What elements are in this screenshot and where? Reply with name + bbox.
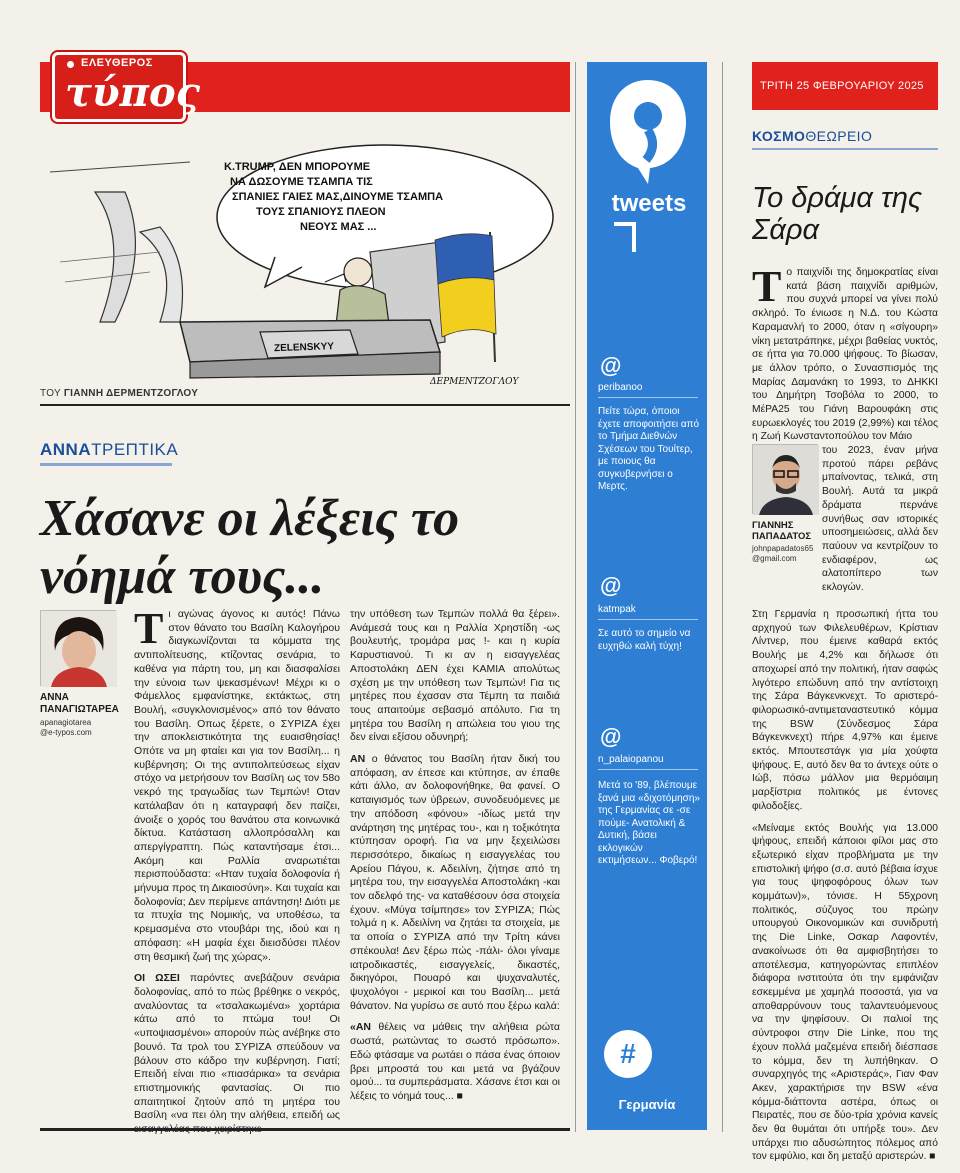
tweet-text: Σε αυτό το σημείο να ευχηθώ καλή τύχη! <box>598 628 691 652</box>
author-email <box>752 544 813 564</box>
cartoon-speech-line: ΣΠΑΝΙΕΣ ΓΑΙΕΣ ΜΑΣ,ΔΙΝΟΥΜΕ ΤΣΑΜΠΑ <box>232 191 444 203</box>
paragraph: παρόντες ανεβάζουν σενάρια δολοφονίας, από το πώς βρέθηκε ο νεκρός, αναλύοντας τα «τσαλακωμένα» χορτάρια κάτω από το πτώμα του! Οι «υποψιασμένοι» απορούν πώς ανέβηκε στο βουνό. Τα τρολ του ΣΥΡΙΖΑ σπεύδουν να βάλουν στο κάδρο την κυβέρνηση. Γιατί; Επειδή είναι πιο «πιασάρικα» τα σενάρια επιστημονικής φαντασίας. Οι πιο απαιτητικοί ζητούν από τη μητέρα του Βασίλη «να πει όλη την αλήθεια, επειδή ως <box>134 972 340 1122</box>
author-name <box>40 692 119 716</box>
cartoon-desk-label: ZELENSKYY <box>273 341 335 355</box>
author-portrait-icon <box>41 611 117 687</box>
tweet-bubble-icon <box>608 76 688 186</box>
author-last-name: ΠΑΝΑΓΙΩΤΑΡΕΑ <box>40 704 119 715</box>
author-email-user: apanagiotarea <box>40 718 92 727</box>
cartoonist-signature: ΔΕΡΜΕΝΤΖΟΓΛΟΥ <box>430 377 519 387</box>
section-part-a: ΚΟΣΜΟ <box>752 128 806 144</box>
paragraph: του 2023, έναν μήνα προτού πάρει ρεβάνς μπαίνοντας, τελικά, στη Βουλή. Αυτά τα μικρά δράματα περνάνε συνήθως σαν ιστορικές υποσημειώσεις, αλλά δεν παύουν να κεντρίζουν το ενδιαφέρον, ως αλατοπίπερο των εκλογών. <box>822 445 938 594</box>
logo-top-text: ΕΛΕΥΘΕΡΟΣ <box>81 57 153 69</box>
dropcap: Τ <box>752 262 782 311</box>
tweets-tail-icon <box>612 222 662 256</box>
author-last-name: ΠΑΠΑΔΑΤΟΣ <box>752 531 812 542</box>
divider <box>40 1128 570 1131</box>
end-mark-icon: ■ <box>456 1089 464 1102</box>
dropcap: Τ <box>134 604 164 653</box>
tweets-label: tweets <box>611 190 687 217</box>
column-rule <box>575 62 576 1132</box>
lead-in: «ΑΝ <box>350 1021 372 1034</box>
lead-in: ΟΙ ΩΣΕΙ <box>134 972 180 985</box>
cartoon-credit <box>40 388 198 399</box>
paragraph: ο θάνατος του Βασίλη ήταν δική του απόφαση, αν έπεσε και κτύπησε, αν έπαθε κάτι άλλο, αν δολοφονήθηκε, θα φανεί. Ο καταιγισμός των ύβρεων, συνοδευόμενες με την απόδοση «φόνου» -ιδίως μετά την ανάρτηση της μητέρας του-, και η τοξικότητα κτύπησαν οροφή. Για να μην ξεχειλώσει περισσότερο, δικαίως η εισαγγελέας του Αρείου Πάγου, κ. Αδειλίνη, ζήτησε από τη μητέρα του, την εισαγγελέα Αποστολάκη -και τον αδελφό της- να καταθέσουν όσα στοιχεία έχουν. «Μύγα τσίμπησε» τον ΣΥΡΙΖΑ; Πώς τολμά η κ. Αδειλίνη να ζητάει τα στοιχεία, με τα οποία ο ΣΥΡΙΖΑ από την Τρίτη κάνει σπέκουλα! Δεν ξέρω πώς -πάλι- όλοι γίναμε ιατροδικαστές, εισαγγελείς, δικαστές, δικηγόροι, Πουαρό και ψυχαναλυτές, ψυχολόγοι - μερικοί και του Βασίλη... μετά θάνατον. Να γυρίσω σε αυτό που ξέρω καλά: <box>350 753 560 1012</box>
author-photo <box>752 444 818 514</box>
author-email-domain: @gmail.com <box>752 554 797 563</box>
kicker-underline <box>40 463 172 466</box>
article-column-2 <box>350 608 560 1112</box>
article-column-right-bottom <box>752 608 938 1164</box>
kicker-part-b: ΤΡΕΠΤΙΚΑ <box>91 440 179 459</box>
tweets-topic: Γερμανία <box>618 1097 676 1112</box>
cartoon-speech-line: ΤΟΥΣ ΣΠΑΝΙΟΥΣ ΠΛΕΟΝ <box>256 206 386 218</box>
paragraph: την υπόθεση των Τεμπών πολλά θα ξέρει». Ανάμεσά τους και η Ραλλία Χρηστίδη -ως βουλευτής, τρομάρα μας !- και η κυρία Καρυστιανού. Τι κι αν η εισαγγελέας Αποστολάκη ΔΕΝ έχει ΚΑΜΙΑ απολύτως σχέση με την υπόθεση των Τεμπών! Για τις μητέρες που έχασαν στα Τέμπη τα παιδιά τους απαιτούμε σεβασμό απόλυτο. Για τη μητέρα του Βασίλη η απώλεια του γιου της δεν είναι εξίσου οδυνηρή; <box>350 608 560 744</box>
author-name <box>752 520 811 542</box>
paragraph: θέλεις να μάθεις την αλήθεια ρώτα σωστά, ρωτώντας το σωστό πρόσωπο». Εδώ φτάσαμε να ρωτάει ο πάσα ένας όποιον βρει μπροστά του και μετά να βγάζουν ομού... τα συμπεράσματα. Χάσανε έτσι και οι λέξεις το νόημά τους... <box>350 1021 560 1102</box>
cartoon-speech-line: Κ.TRUMP, ΔΕΝ ΜΠΟΡΟΥΜΕ <box>224 161 371 173</box>
column-kicker <box>40 440 178 460</box>
paragraph: ι αγώνας άγονος κι αυτός! Πάνω στον θάνατο του Βασίλη Καλογήρου διαγκωνίζονται τα κόμματα της αντιπολίτευσης, κτίζοντας σενάρια, το καθένα για πάρτη του, μη και διασφαλίσει την εύνοια των ψεκασμένων! Μέχρι κι ο Φάμελλος εμφανίστηκε, εκτάκτως, στη Βουλή, «συγκλονισμένος» από τον θάνατο του Βασίλη. Οπως ξέρετε, ο ΣΥΡΙΖΑ έχει την αποκλειστικότητα της ευαισθησίας! Οπότε να μη φταίει και για τον Βασίλη... η κυβέρνηση; Οι της αντιπολιτεύσεως είχαν στόχο να μετρήσουν τον Βασίλη ως τον 58ο νεκρό της τραγωδίας των Τεμπών! Οταν κατάλαβαν ότι η καταγραφή δεν παίζει, άνοιξε ο χορός του θανάτου στα κοινωνικά δίκτυα. Κατάσταση αλλοπρόσαλλη και απεργίγραπτη. Πώς καταντήσαμε έτσι... Ακόμη και Ραλλία αναρωτιέται περισπούδαστα: «Ηταν τυχαία δολοφονία ή μήνυμα προς τη Δικαιοσύνη». Και τυχαία και δολοφονία; Δεν περίμενε απάντηση! Διότι με τα πτυχία της Νομικής, να υποθέσω, τα κρεμασμένα στο ντουβάρι της, ιδού και η απόφαση: «Η μαφία έχει διεισδύσει πλέον στη θεσμική ζωή της χώρας». <box>134 608 340 963</box>
paragraph: Στη Γερμανία η προσωπική ήττα του αρχηγού των Φιλελευθέρων, Κρίστιαν Λίντνερ, που έμεινε καθαρά εκτός Βουλής με 4,2% και δήλωσε ότι αποχωρεί από την πολιτική, ήταν σαφώς λιγότερο επώδυνη από την αντίστοιχη της Σάρα Βάγκενκνεχτ. Το αριστερό-φιλορωσικό-αντιμεταναστευτικό κόμμα της BSW (Σύνδεσμος Σάρα Βάγκενκνεχτ) πήρε 4,97% και έμεινε εκτός. Μπουτεστάγκ για μία χούφτα ψήφους. Ε, αυτό δεν θα το άντεχε ούτε ο Ιώβ, πόσω μάλλον μια θερμόαιμη μαρξίστρια πολιτικός με έντονες φιλοδοξίες. <box>752 609 938 812</box>
section-underline <box>752 148 938 150</box>
credit-name: ΓΙΑΝΝΗ ΔΕΡΜΕΝΤΖΟΓΛΟΥ <box>63 388 199 399</box>
article-column-1 <box>134 604 340 1145</box>
lead-in: ΑΝ <box>350 753 366 766</box>
issue-date: ΤΡΙΤΗ 25 ΦΕΒΡΟΥΑΡΙΟΥ 2025 <box>760 80 924 92</box>
logo-main-text: τύπος <box>65 69 200 116</box>
handle-underline <box>598 397 698 398</box>
tweet-text: Μετά το '89, βλέπουμε ξανά μια «διχοτόμηση» της Γερμανίας σε -σε πούμε- Ανατολική & Δυτική, βάσει εκλογικών εκτιμήσεων... Φοβερό! <box>598 780 700 866</box>
kicker-part-a: ΑΝΝΑ <box>40 440 92 459</box>
section-kicker <box>752 128 872 144</box>
paragraph: ο παιχνίδι της δημοκρατίας είναι κατά βάση παιχνίδι αριθμών, που συχνά μπορεί να γίνει πολύ σκληρό. Το ένιωσε η Ν.Δ. του Κώστα Καραμανλή το 2000, όταν η «σίγουρη» νίκη μετατράπηκε, μέχρι βαθείας νυκτός, σε ήττα για 70.000 ψήφους. Το βίωσαν, με άλλον τρόπο, ο Συνασπισμός της Μαρίας Δαμανάκη το 1993, το ΔΗΚΚΙ του Δημήτρη Τσοβόλα το 2000, το ΜέΡΑ25 του Γιάνη Βαρουφάκη στις ευρωεκλογές του 2019 (2,99%) και τέλος η Ζωή Κωνσταντοπούλου τον Μάιο <box>752 267 938 443</box>
divider <box>40 404 570 406</box>
handle-underline <box>598 769 698 770</box>
author-email-user: johnpapadatos65 <box>752 544 814 553</box>
handle-underline <box>598 619 698 620</box>
tweet-handle[interactable]: n_palaiopanou <box>598 754 664 765</box>
paragraph: «Μείναμε εκτός Βουλής για 13.000 ψήφους, επειδή κάποιοι φίλοι μας στο εξωτερικό είχαν προβλήματα με την επιστολική ψήφο (σ.σ. αυτό βέβαια ίσχυε για τους ψηφοφόρους όλων των κομμάτων)», τόνισε. Η 55χρονη πολιτικός, σύζυγος του πρώην υπουργού Οικονομικών και συνιδρυτή της Die Linke, Οσκαρ Λαφοντέν, ανακοίνωσε ότι θα αμφισβητήσει το αποτέλεσμα, κατηγορώντας επιπλέον διάφορα ινστιτούτα ότι την εμφάνιζαν εσκεμμένα με χαμηλά ποσοστά, για να αποθαρρύνουν τους ταλαντευόμενους να την ψηφίσουν. Οι παλιοί της σύντροφοι στην Die Linke, που της έχουν πολλά μαζεμένα επειδή διέσπασε το κόμμα, δεν τη λυπήθηκαν. Ο συναρχηγός της «Αριστεράς», Γιαν Φαν Ακεν, χαρακτήρισε την BSW «ένα κόμμα-διάττοντα αστέρα, όπως οι Πειρατές, που σε δύο-τρία χρόνια κανείς δεν θα θυμάται ότι υπήρξε του». Δεν υπάρχει πιο αδυσώπητος πόλεμος από τον εμφύλιο, και δη μεταξύ αριστερών. <box>752 822 939 1163</box>
logo-dot-icon <box>67 61 74 68</box>
cartoon-speech-line: ΝΑ ΔΩΣΟΥΜΕ ΤΣΑΜΠΑ ΤΙΣ <box>230 176 373 188</box>
at-icon: @ <box>600 724 622 749</box>
cartoon-speech-line: ΝΕΟΥΣ ΜΑΣ ... <box>300 221 377 233</box>
column-rule <box>722 62 723 1132</box>
article-headline: Το δράμα της Σάρα <box>752 182 923 246</box>
tweet-handle[interactable]: katmpak <box>598 604 636 615</box>
author-photo <box>40 610 116 686</box>
credit-prefix: ΤΟΥ <box>40 388 61 399</box>
author-first-name: ΑΝΝΑ <box>40 692 69 703</box>
author-portrait-icon <box>753 445 819 515</box>
author-email-domain: @e-typos.com <box>40 728 92 737</box>
at-icon: @ <box>600 573 622 598</box>
author-email <box>40 718 92 738</box>
article-column-right-top <box>752 262 938 444</box>
article-headline: Χάσανε οι λέξεις το νόημά τους... <box>40 490 460 605</box>
article-column-right-side <box>822 444 938 595</box>
section-part-b: ΘΕΩΡΕΙΟ <box>805 128 873 144</box>
political-cartoon <box>40 122 570 387</box>
at-icon: @ <box>600 353 622 378</box>
author-first-name: ΓΙΑΝΝΗΣ <box>752 520 794 531</box>
hashtag-icon: # <box>604 1030 652 1078</box>
newspaper-logo <box>52 52 200 122</box>
end-mark-icon: ■ <box>929 1151 936 1163</box>
tweet-text: Πείτε τώρα, όποιοι έχετε αποφοιτήσει από το Τμήμα Διεθνών Σχέσεων του Τουίτερ, με ποιους θα συγκυβερνήσει ο Μερτς. <box>598 406 700 492</box>
tweet-handle[interactable]: peribanoo <box>598 382 643 393</box>
